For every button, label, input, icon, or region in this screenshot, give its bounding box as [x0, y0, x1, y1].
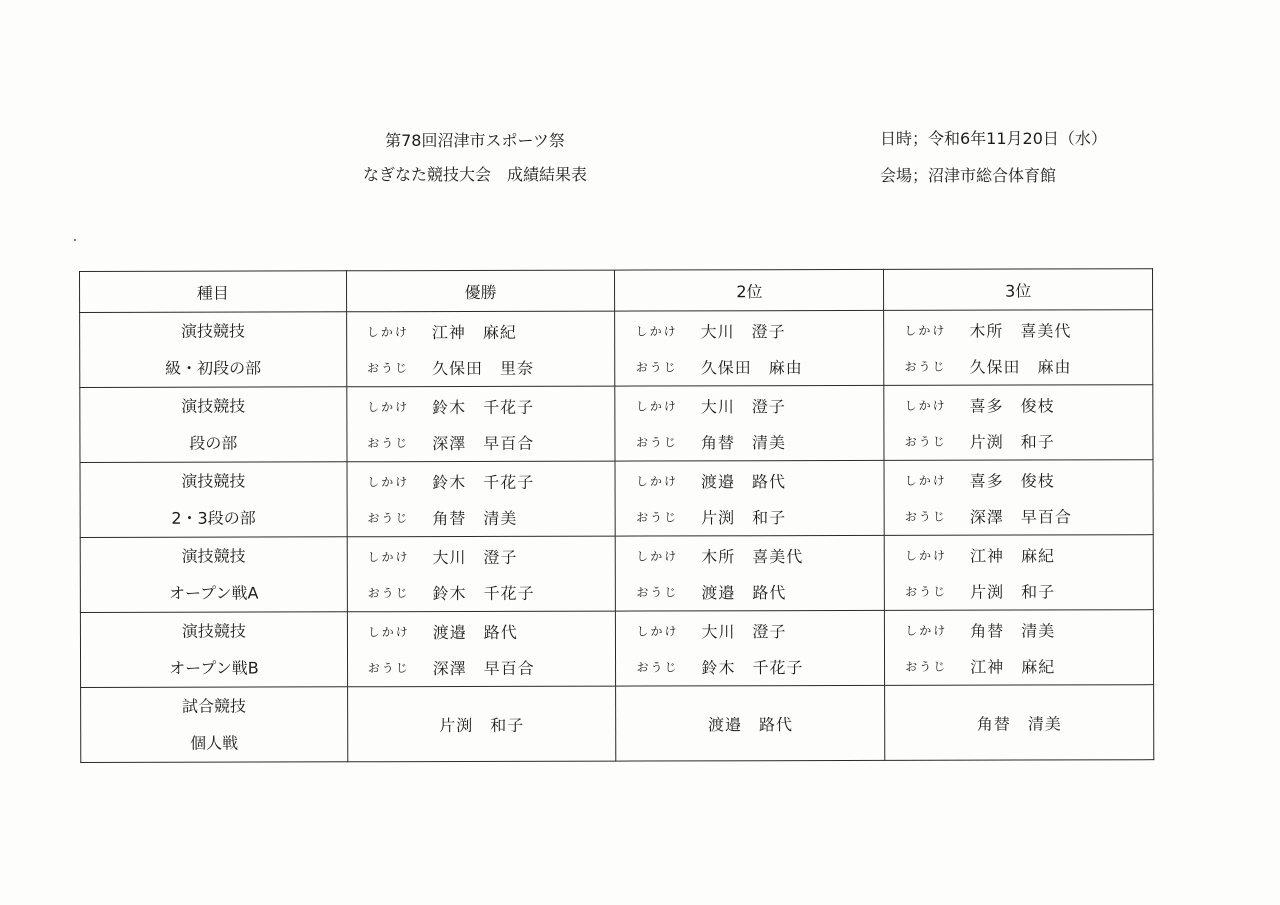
shikake-name: 大川 澄子 — [432, 547, 518, 567]
shikake-name: 江神 麻紀 — [969, 545, 1056, 566]
shikake-label: しかけ — [635, 398, 678, 414]
ouji-entry — [347, 349, 615, 386]
ouji-name: 久保田 麻由 — [700, 357, 803, 377]
shikake-entry — [347, 538, 615, 575]
second-place-cell — [615, 385, 884, 461]
shikake-entry — [885, 536, 1153, 573]
ouji-entry — [348, 649, 616, 686]
shikake-name: 木所 喜美代 — [969, 320, 1072, 341]
shikake-label: しかけ — [904, 323, 947, 338]
ouji-entry — [616, 498, 884, 535]
table-row — [80, 460, 1153, 538]
ouji-name: 深澤 早百合 — [432, 658, 535, 678]
shikake-name: 大川 澄子 — [700, 321, 786, 341]
shikake-entry — [347, 313, 615, 350]
event-name: 演技競技 — [181, 471, 246, 491]
competitor-name: 角替 清美 — [976, 713, 1062, 734]
second-place-cell — [616, 610, 885, 686]
first-place-cell — [347, 611, 616, 687]
ouji-label: おうじ — [905, 659, 948, 674]
ouji-label: おうじ — [905, 584, 948, 599]
shikake-name: 鈴木 千花子 — [432, 472, 535, 492]
shikake-entry — [347, 463, 615, 500]
shikake-entry — [885, 461, 1153, 498]
shikake-name: 鈴木 千花子 — [432, 397, 535, 417]
competitor-name: 渡邉 路代 — [708, 714, 794, 734]
first-place-cell — [347, 386, 616, 462]
ouji-name: 深澤 早百合 — [969, 506, 1072, 527]
event-name: 演技競技 — [181, 621, 246, 641]
event-division: 段の部 — [189, 433, 238, 453]
table-row — [80, 310, 1153, 388]
results-table — [79, 268, 1154, 763]
ouji-label: おうじ — [367, 510, 410, 525]
scan-speck — [74, 239, 76, 241]
ouji-entry — [616, 423, 884, 460]
shikake-name: 大川 澄子 — [701, 621, 787, 641]
first-place-cell — [347, 536, 616, 612]
event-name: 試合競技 — [181, 696, 247, 716]
ouji-name: 深澤 早百合 — [432, 433, 535, 453]
ouji-label: おうじ — [636, 509, 679, 525]
third-place-cell — [885, 685, 1154, 761]
ouji-name: 鈴木 千花子 — [432, 583, 535, 603]
table-row — [80, 385, 1153, 463]
ouji-entry — [347, 424, 615, 461]
shikake-name: 喜多 俊枝 — [969, 470, 1055, 491]
column-header-event: 種目 — [80, 271, 347, 313]
shikake-label: しかけ — [636, 548, 679, 564]
second-place-cell — [615, 310, 884, 386]
title-block — [300, 131, 650, 185]
shikake-label: しかけ — [636, 623, 679, 639]
shikake-name: 木所 喜美代 — [701, 546, 804, 566]
event-cell — [80, 537, 347, 613]
shikake-label: しかけ — [635, 323, 678, 339]
event-division: 級・初段の部 — [165, 358, 262, 378]
ouji-name: 渡邉 路代 — [701, 582, 787, 602]
event-cell — [80, 462, 347, 538]
shikake-name: 渡邉 路代 — [432, 622, 518, 642]
results-body — [80, 310, 1154, 763]
shikake-entry — [885, 386, 1153, 423]
ouji-label: おうじ — [904, 434, 947, 449]
ouji-label: おうじ — [366, 360, 410, 375]
info-block — [880, 129, 1107, 203]
shikake-entry — [347, 388, 615, 425]
ouji-label: おうじ — [636, 659, 679, 675]
shikake-entry — [616, 537, 884, 574]
ouji-name: 鈴木 千花子 — [701, 657, 804, 677]
shikake-label: しかけ — [366, 324, 409, 339]
first-place-cell — [347, 461, 616, 537]
shikake-label: しかけ — [367, 549, 410, 564]
shikake-label: しかけ — [367, 624, 410, 639]
first-place-cell — [347, 686, 616, 762]
third-place-cell — [884, 535, 1153, 611]
shikake-entry — [885, 611, 1153, 648]
ouji-name: 角替 清美 — [432, 508, 518, 528]
ouji-label: おうじ — [904, 359, 947, 374]
shikake-label: しかけ — [636, 473, 679, 489]
event-title: 第78回沼津市スポーツ祭 — [385, 131, 565, 150]
ouji-name: 久保田 麻由 — [969, 356, 1072, 377]
third-place-cell — [884, 460, 1153, 536]
shikake-entry — [348, 613, 616, 650]
ouji-name: 片渕 和子 — [701, 507, 787, 527]
table-row — [80, 610, 1153, 688]
shikake-label: しかけ — [904, 548, 948, 563]
ouji-entry — [616, 648, 884, 685]
ouji-entry — [885, 497, 1153, 534]
table-header-row — [80, 269, 1153, 313]
ouji-name: 角替 清美 — [700, 432, 786, 452]
column-header-first: 優勝 — [346, 270, 615, 312]
column-header-third: 3位 — [884, 269, 1153, 311]
results-title: なぎなた競技大会 成績結果表 — [362, 165, 587, 184]
shikake-entry — [616, 387, 884, 424]
event-venue: 会場；沼津市総合体育館 — [880, 166, 1057, 185]
shikake-name: 江神 麻紀 — [431, 322, 517, 342]
shikake-name: 大川 澄子 — [700, 396, 786, 416]
ouji-label: おうじ — [635, 359, 678, 375]
ouji-entry — [885, 572, 1153, 609]
event-name: 演技競技 — [181, 546, 246, 566]
ouji-entry — [884, 347, 1152, 384]
shikake-name: 角替 清美 — [970, 620, 1056, 641]
ouji-entry — [616, 348, 884, 385]
shikake-label: しかけ — [904, 398, 947, 413]
second-place-cell — [616, 535, 885, 611]
third-place-cell — [884, 385, 1153, 461]
event-cell — [80, 312, 347, 388]
event-name: 演技競技 — [180, 321, 246, 341]
third-place-cell — [885, 610, 1154, 686]
ouji-label: おうじ — [367, 435, 410, 450]
table-row — [80, 535, 1153, 613]
ouji-label: おうじ — [904, 509, 947, 524]
event-cell — [80, 387, 347, 463]
ouji-name: 江神 麻紀 — [970, 656, 1056, 677]
shikake-entry — [616, 612, 884, 649]
event-division: 個人戦 — [190, 733, 239, 753]
ouji-label: おうじ — [367, 660, 410, 675]
shikake-entry — [616, 312, 884, 349]
competitor-name: 片渕 和子 — [439, 715, 525, 735]
ouji-name: 片渕 和子 — [970, 581, 1056, 602]
ouji-entry — [348, 574, 616, 611]
second-place-cell — [616, 685, 885, 761]
ouji-label: おうじ — [636, 584, 679, 600]
ouji-entry — [616, 573, 884, 610]
ouji-entry — [885, 647, 1153, 684]
first-place-cell — [346, 311, 615, 387]
event-division: オープン戦B — [169, 658, 259, 678]
event-cell — [81, 687, 348, 763]
ouji-name: 久保田 里奈 — [431, 358, 535, 378]
ouji-entry — [885, 422, 1153, 459]
event-name: 演技競技 — [181, 396, 246, 416]
shikake-label: しかけ — [905, 623, 948, 638]
column-header-second: 2位 — [615, 269, 884, 311]
shikake-name: 喜多 俊枝 — [969, 395, 1055, 416]
ouji-label: おうじ — [635, 434, 678, 450]
shikake-label: しかけ — [367, 399, 410, 414]
shikake-name: 渡邉 路代 — [701, 471, 787, 491]
event-cell — [80, 612, 347, 688]
second-place-cell — [615, 460, 884, 536]
event-division: オープン戦A — [168, 583, 259, 603]
table-row — [81, 685, 1154, 763]
event-date: 日時；令和6年11月20日（水） — [880, 129, 1107, 148]
shikake-entry — [884, 311, 1152, 348]
shikake-entry — [616, 462, 884, 499]
shikake-label: しかけ — [904, 473, 947, 488]
ouji-entry — [347, 499, 615, 536]
ouji-name: 片渕 和子 — [969, 431, 1055, 452]
third-place-cell — [884, 310, 1153, 386]
shikake-label: しかけ — [367, 474, 410, 489]
ouji-label: おうじ — [367, 585, 410, 600]
event-division: 2・3段の部 — [171, 508, 256, 528]
